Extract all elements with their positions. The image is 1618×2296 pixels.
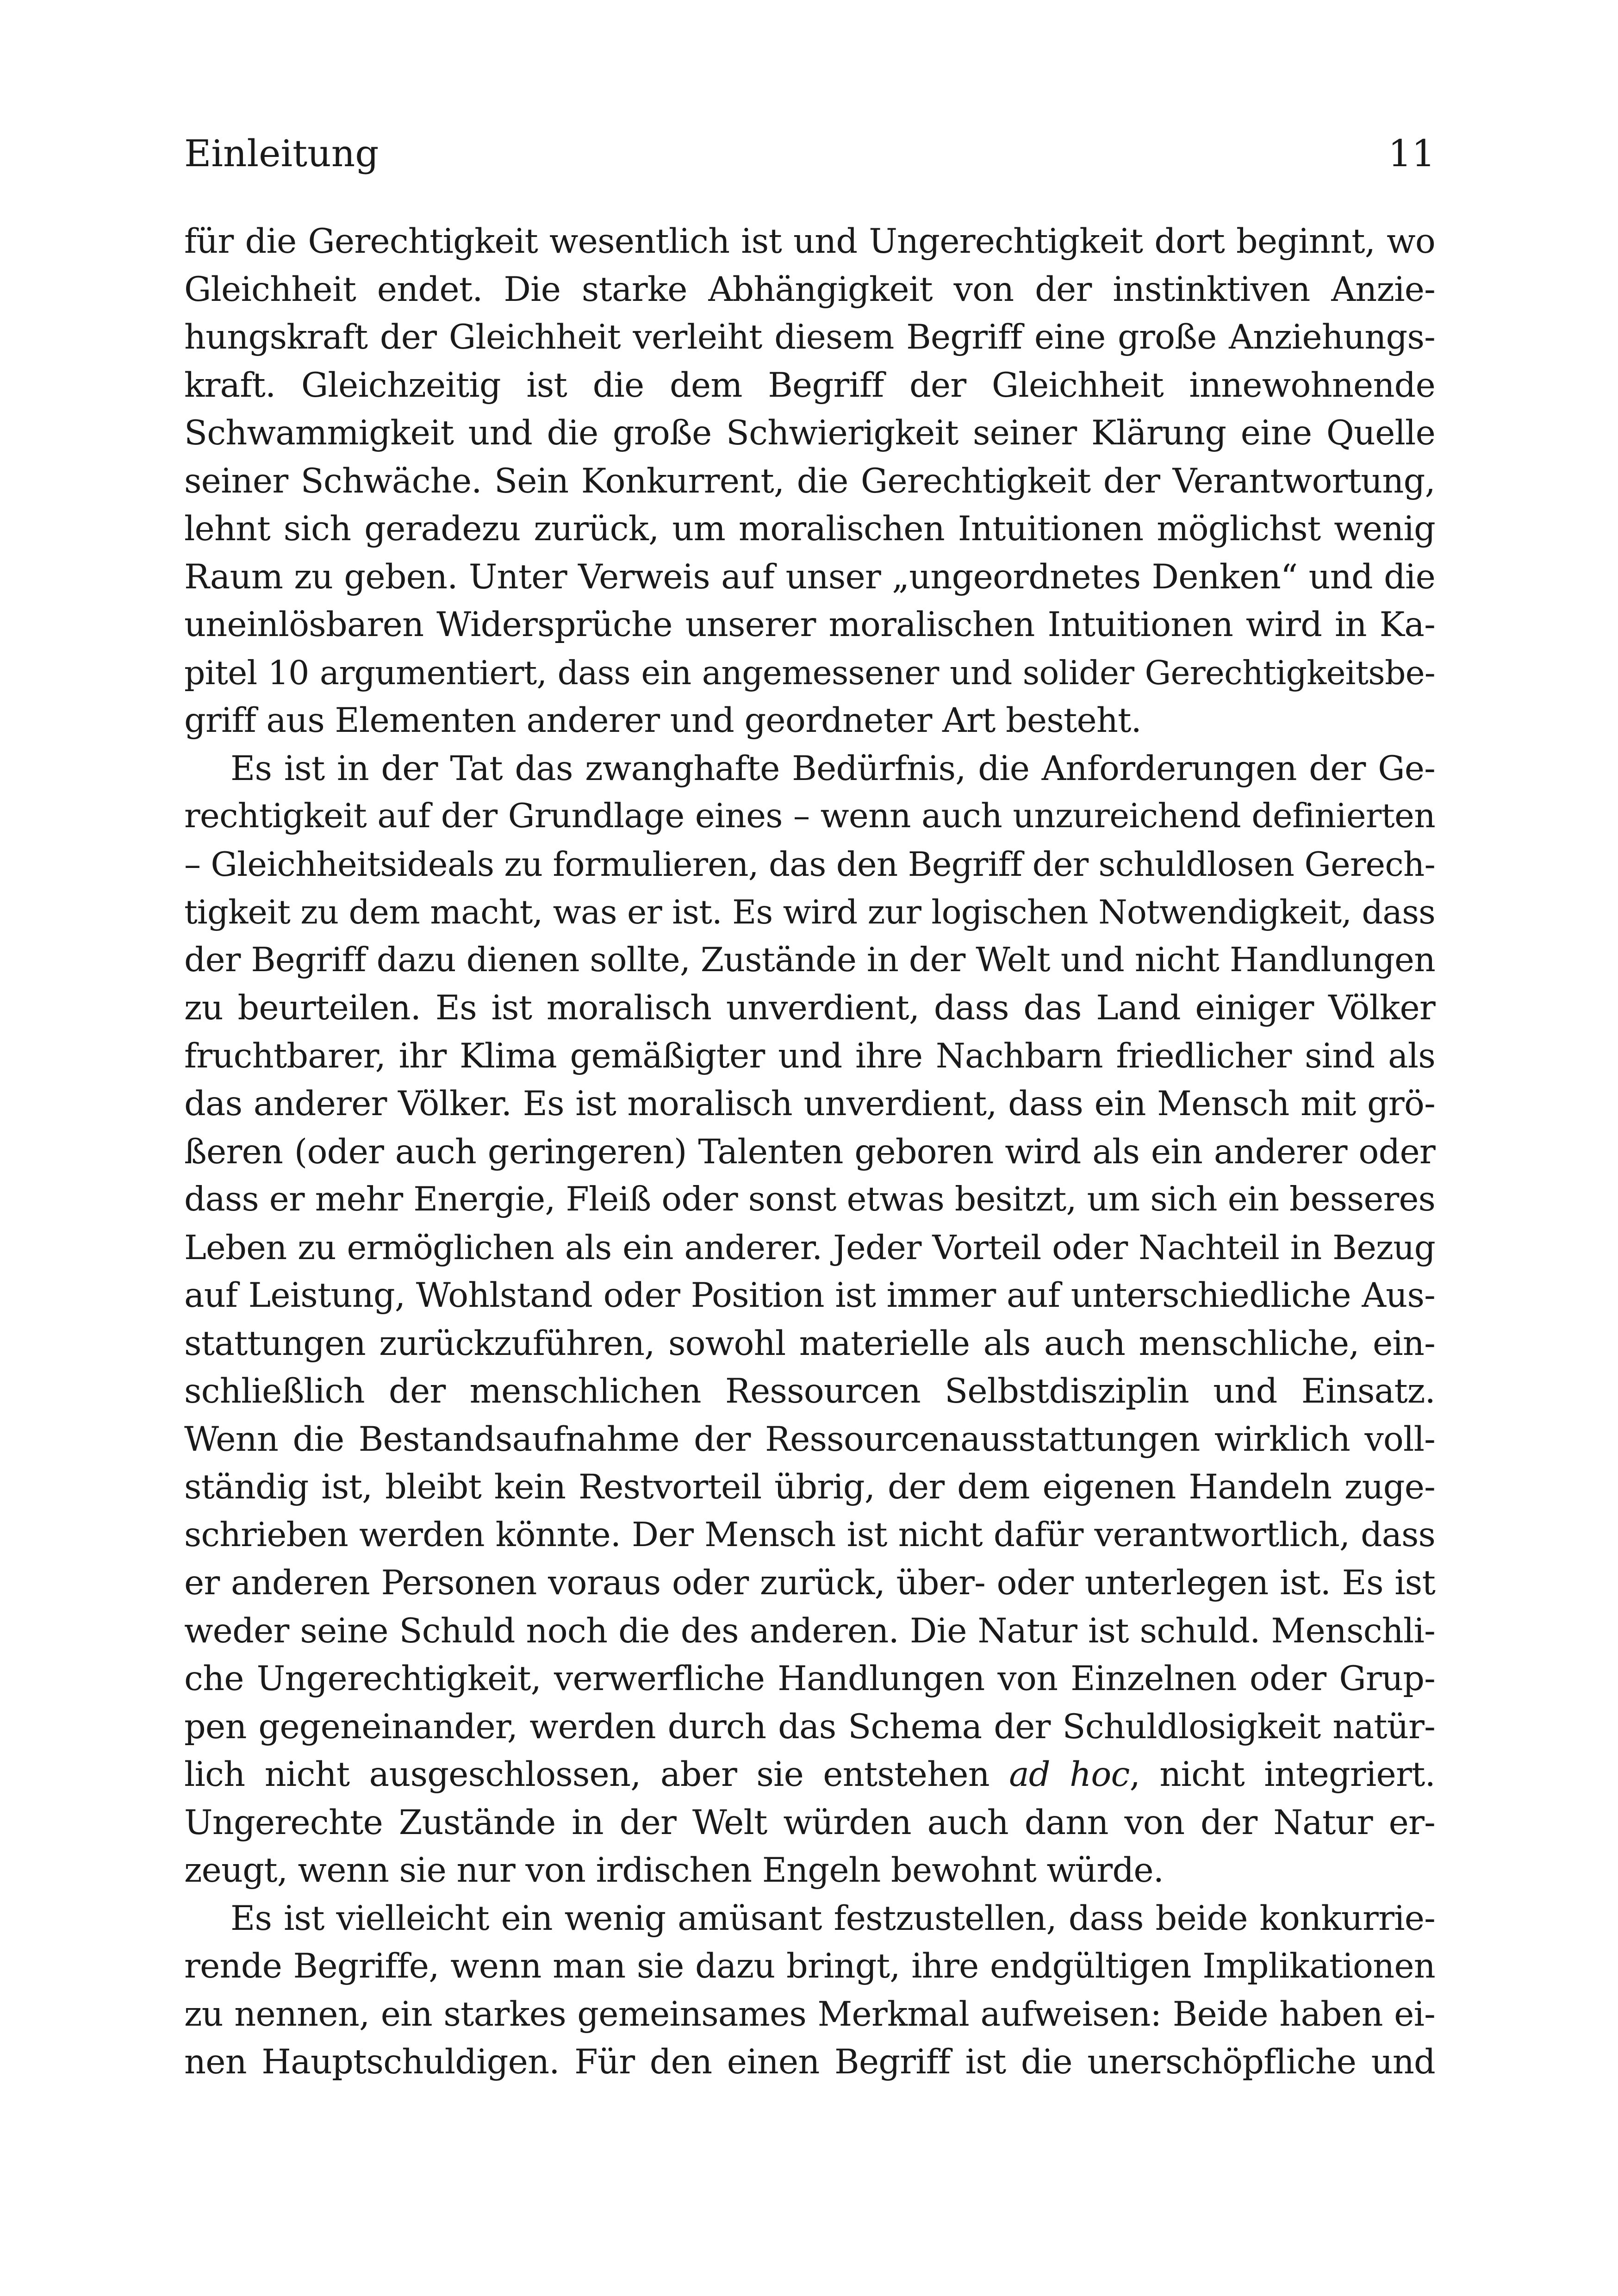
text-line: dass er mehr Energie, Fleiß oder sonst etwas besitzt, um sich ein besseres: [184, 1180, 1435, 1219]
text-line: auf Leistung, Wohlstand oder Position ist immer auf unterschiedliche Aus-: [184, 1276, 1435, 1315]
text-line: tigkeit zu dem macht, was er ist. Es wird zur logischen Notwendigkeit, dass: [184, 893, 1435, 931]
paragraph-3: [184, 1895, 1435, 2086]
text-line: pen gegeneinander, werden durch das Schema der Schuldlosigkeit natür-: [184, 1707, 1435, 1747]
text-line: ßeren (oder auch geringeren) Talenten geboren wird als ein anderer oder: [184, 1132, 1435, 1172]
text-line-with-italic: [184, 1751, 1435, 1799]
text-line: rechtigkeit auf der Grundlage eines – wenn auch unzureichend definierten: [184, 797, 1435, 836]
italic-term: ad hoc: [1009, 1755, 1130, 1794]
text-line: Schwammigkeit und die große Schwierigkeit seiner Klärung eine Quelle: [184, 413, 1435, 453]
text-line: pitel 10 argumentiert, dass ein angemessener und solider Gerechtigkeitsbe-: [184, 653, 1435, 692]
text-line: Leben zu ermöglichen als ein anderer. Jeder Vorteil oder Nachteil in Bezug: [184, 1228, 1435, 1267]
text-line: uneinlösbaren Widersprüche unserer moralischen Intuitionen wird in Ka-: [184, 605, 1435, 644]
text-line: das anderer Völker. Es ist moralisch unverdient, dass ein Mensch mit grö-: [184, 1084, 1435, 1123]
text-line: für die Gerechtigkeit wesentlich ist und Ungerechtigkeit dort beginnt, wo: [184, 222, 1435, 261]
text-line: zu beurteilen. Es ist moralisch unverdient, dass das Land einiger Völker: [184, 988, 1435, 1028]
text-line: hungskraft der Gleichheit verleiht diesem Begriff eine große Anziehungs-: [184, 318, 1435, 357]
text-line: schrieben werden könnte. Der Mensch ist nicht dafür verantwortlich, dass: [184, 1515, 1435, 1554]
text-line: rende Begriffe, wenn man sie dazu bringt, ihre endgültigen Implikationen: [184, 1947, 1435, 1986]
text-line: nen Hauptschuldigen. Für den einen Begriff ist die unerschöpfliche und: [184, 2042, 1435, 2082]
page-number: 11: [1388, 132, 1435, 175]
body-text: [184, 218, 1435, 2086]
text-line: er anderen Personen voraus oder zurück, über- oder unterlegen ist. Es ist: [184, 1563, 1435, 1603]
text-line: der Begriff dazu dienen sollte, Zustände in der Welt und nicht Handlungen: [184, 940, 1435, 980]
text-line: Raum zu geben. Unter Verweis auf unser „ungeordnetes Denken“ und die: [184, 557, 1435, 597]
chapter-title: Einleitung: [184, 132, 379, 175]
text-line: schließlich der menschlichen Ressourcen Selbstdisziplin und Einsatz.: [184, 1372, 1435, 1411]
text-line: ständig ist, bleibt kein Restvorteil übrig, der dem eigenen Handeln zuge-: [184, 1467, 1435, 1507]
text-line: seiner Schwäche. Sein Konkurrent, die Gerechtigkeit der Verantwortung,: [184, 461, 1435, 501]
text-line: stattungen zurückzuführen, sowohl materielle als auch menschliche, ein-: [184, 1323, 1435, 1363]
text-segment: lich nicht ausgeschlossen, aber sie entstehen: [184, 1755, 1009, 1794]
text-line: – Gleichheitsideals zu formulieren, das den Begriff der schuldlosen Gerech-: [184, 844, 1435, 884]
text-line: Gleichheit endet. Die starke Abhängigkeit von der instinktiven Anzie-: [184, 269, 1435, 309]
paragraph-2: [184, 745, 1435, 1895]
text-line: che Ungerechtigkeit, verwerfliche Handlungen von Einzelnen oder Grup-: [184, 1659, 1435, 1698]
text-line: Es ist vielleicht ein wenig amüsant festzustellen, dass beide konkurrie-: [230, 1898, 1435, 1938]
text-line: fruchtbarer, ihr Klima gemäßigter und ihre Nachbarn friedlicher sind als: [184, 1036, 1435, 1076]
text-line: kraft. Gleichzeitig ist die dem Begriff der Gleichheit innewohnende: [184, 365, 1435, 405]
text-line: griff aus Elementen anderer und geordneter Art besteht.: [184, 701, 1142, 740]
text-segment: , nicht integriert.: [1129, 1755, 1435, 1794]
text-line: Ungerechte Zustände in der Welt würden auch dann von der Natur er-: [184, 1803, 1435, 1842]
text-line: Es ist in der Tat das zwanghafte Bedürfnis, die Anforderungen der Ge-: [230, 749, 1435, 788]
paragraph-1: [184, 218, 1435, 745]
text-line: lehnt sich geradezu zurück, um moralischen Intuitionen möglichst wenig: [184, 509, 1435, 549]
text-line: Wenn die Bestandsaufnahme der Ressourcenausstattungen wirklich voll-: [184, 1419, 1435, 1459]
running-header: [184, 131, 1435, 177]
text-line: weder seine Schuld noch die des anderen. Die Natur ist schuld. Menschli-: [184, 1611, 1435, 1651]
text-line: zu nennen, ein starkes gemeinsames Merkmal aufweisen: Beide haben ei-: [184, 1994, 1435, 2034]
text-line: zeugt, wenn sie nur von irdischen Engeln bewohnt würde.: [184, 1851, 1164, 1890]
